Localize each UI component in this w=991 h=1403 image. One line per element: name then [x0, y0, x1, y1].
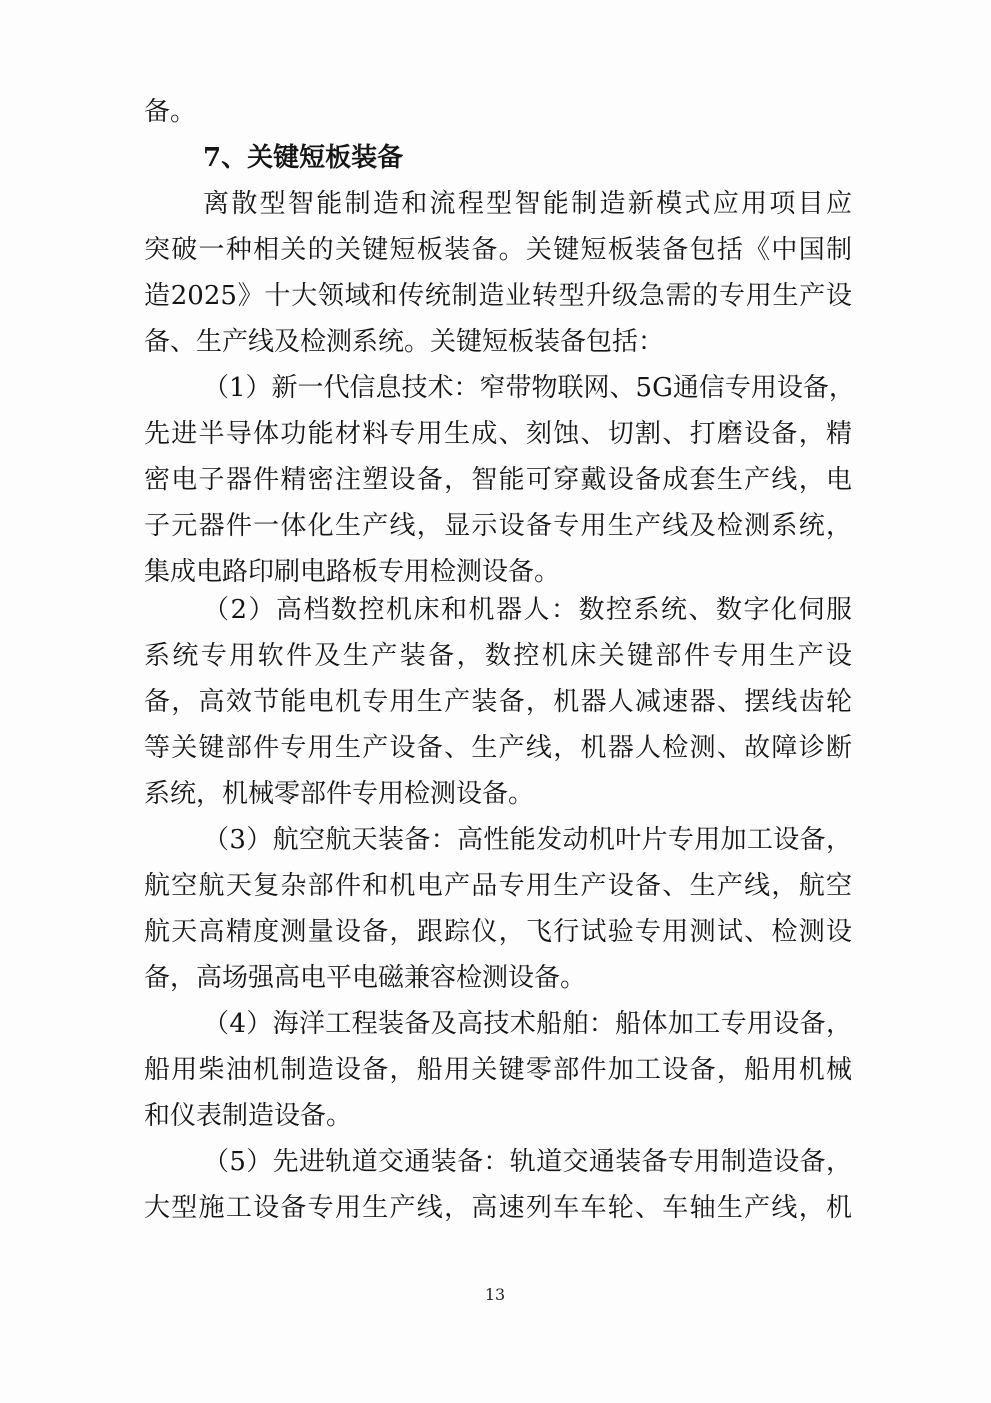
text-line: 航空航天复杂部件和机电产品专用生产设备、生产线，航空	[144, 871, 852, 901]
text-line: （4）海洋工程装备及高技术船舶：船体加工专用设备，	[203, 1009, 852, 1039]
text-line: 备，高场强高电平电磁兼容检测设备。	[144, 963, 587, 993]
text-line: 和仪表制造设备。	[144, 1101, 353, 1131]
text-line: 突破一种相关的关键短板装备。关键短板装备包括《中国制	[144, 235, 852, 265]
text-line: 离散型智能制造和流程型智能制造新模式应用项目应	[203, 189, 852, 219]
section-heading: 7、关键短板装备	[203, 143, 404, 173]
text-line: 航天高精度测量设备，跟踪仪，飞行试验专用测试、检测设	[144, 917, 852, 947]
text-line: 造2025》十大领域和传统制造业转型升级急需的专用生产设	[144, 281, 852, 311]
text-line: 先进半导体功能材料专用生成、刻蚀、切割、打磨设备，精	[144, 419, 852, 449]
text-line: 集成电路印刷电路板专用检测设备。	[144, 557, 561, 587]
text-line: 密电子器件精密注塑设备，智能可穿戴设备成套生产线，电	[144, 465, 852, 495]
text-line: 等关键部件专用生产设备、生产线，机器人检测、故障诊断	[144, 733, 852, 763]
text-line: 船用柴油机制造设备，船用关键零部件加工设备，船用机械	[144, 1055, 852, 1085]
text-line: 备，高效节能电机专用生产装备，机器人减速器、摆线齿轮	[144, 687, 852, 717]
page-number: 13	[484, 1285, 506, 1304]
text-line: （3）航空航天装备：高性能发动机叶片专用加工设备，	[203, 825, 852, 855]
text-line: 系统专用软件及生产装备，数控机床关键部件专用生产设	[144, 641, 852, 671]
text-line: （5）先进轨道交通装备：轨道交通装备专用制造设备，	[203, 1147, 852, 1177]
text-line: 大型施工设备专用生产线，高速列车车轮、车轴生产线，机	[144, 1193, 852, 1223]
text-line: 备。	[144, 97, 197, 127]
text-line: （2）高档数控机床和机器人：数控系统、数字化伺服	[203, 595, 852, 625]
text-line: 备、生产线及检测系统。关键短板装备包括：	[144, 327, 665, 357]
text-line: 子元器件一体化生产线，显示设备专用生产线及检测系统，	[144, 511, 852, 541]
text-line: 系统，机械零部件专用检测设备。	[144, 779, 535, 809]
text-line: （1）新一代信息技术：窄带物联网、5G通信专用设备，	[203, 373, 855, 403]
